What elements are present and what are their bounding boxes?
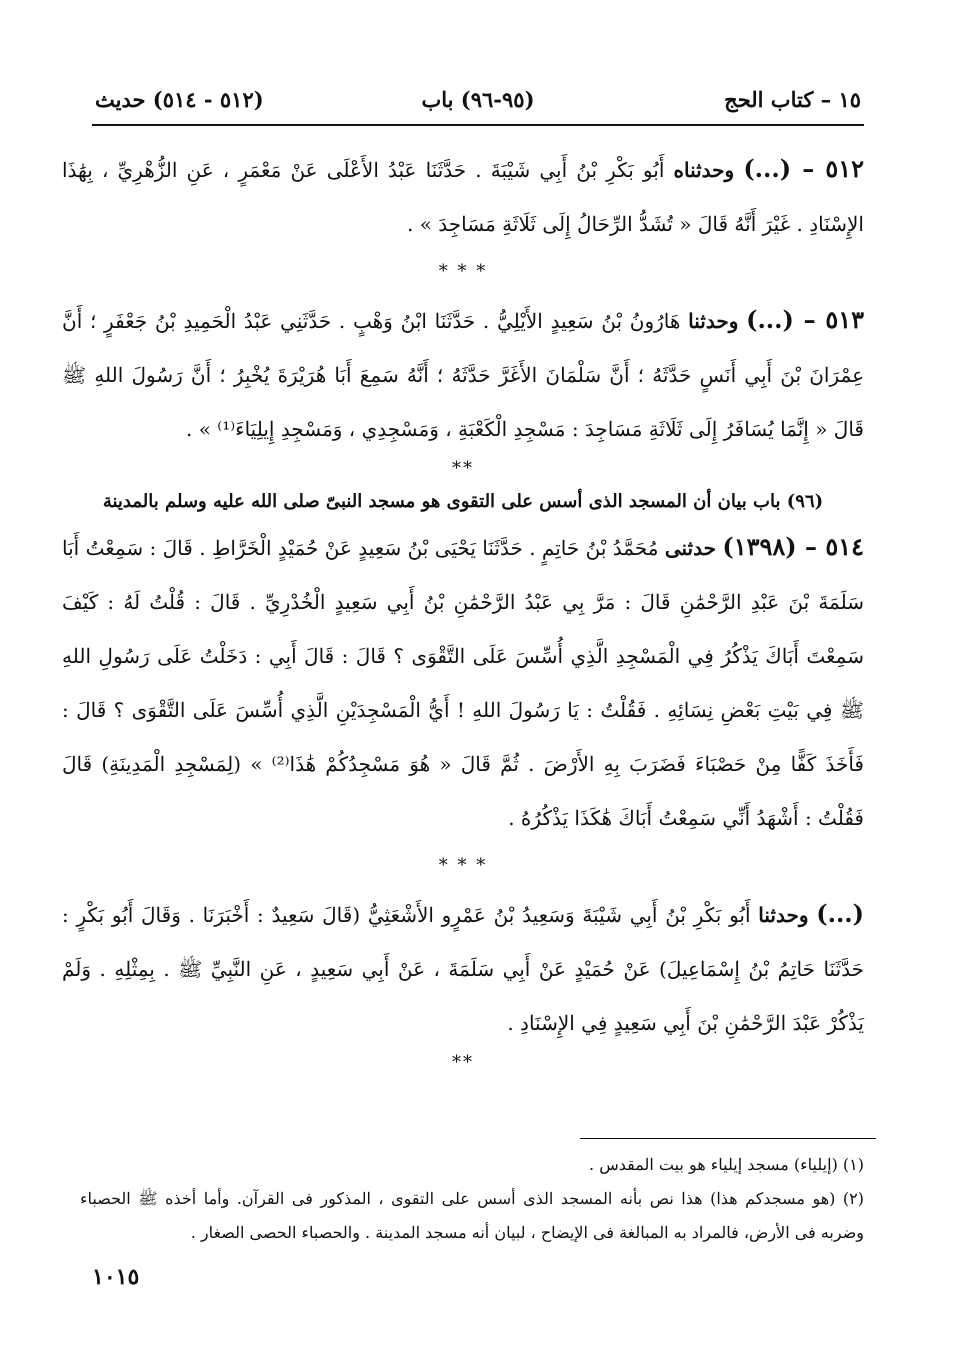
page-number: ١٠١٥ [92,1264,140,1290]
footnote-rule [580,1138,876,1139]
hadith-number: ٥١٣ – (...) [746,305,864,334]
hadith-513 [62,293,864,456]
running-header [95,80,861,118]
separator-stars: ** [452,1052,474,1073]
hadith-512 [62,142,864,251]
footnote-2: (٢) (هو مسجدكم هذا) هذا نص بأنه المسجد الذى أسس على التقوى ، المذكور فى القرآن. وأما أخذه ﷺ الحصباء وضربه فى الأرض، فالمراد به المبالغة فى الإيضاح ، لبيان أنه مسجد المدينة . والحصباء الحصى الصغار . [80,1189,864,1242]
footnotes [80,1148,864,1250]
narration-word: وحدثنا [688,309,739,333]
hadith-514-variant [62,887,864,1050]
main-text [62,142,864,1076]
narration-word: وحدثنا [758,903,809,927]
hadith-number: (...) [816,899,865,928]
hadith-text: هَارُونُ بْنُ سَعِيدٍ الأَيْلِيُّ . حَدَّثَنَا ابْنُ وَهْبٍ . حَدَّثَنِي عَبْدُ الْحَمِيدِ بْنُ جَعْفَرٍ ؛ أَنَّ عِمْرَانَ بْنَ أَبِي أَنَسٍ حَدَّثَهُ ؛ أَنَّ سَلْمَانَ الأَغَرَّ حَدَّثَهُ ؛ أَنَّهُ سَمِعَ أَبَا هُرَيْرَةَ يُخْبِرُ ؛ أَنَّ رَسُولَ اللهِ ﷺ قَالَ « إِنَّمَا يُسَافَرُ إِلَى ثَلَاثَةِ مَسَاجِدَ : مَسْجِدِ الْكَعْبَةِ ، وَمَسْجِدِي ، وَمَسْجِدِ إِيلِيَاءَ⁽¹⁾ » . [62,309,864,441]
separator-stars: * * * [438,261,488,282]
hadith-number: ٥١٤ – (١٣٩٨) [722,532,865,561]
chapter-heading: (٩٦) باب بيان أن المسجد الذى أسس على التقوى هو مسجد النبىّ صلى الله عليه وسلم بالمدينة [102,491,824,512]
hadith-text: مُحَمَّدُ بْنُ حَاتِمٍ . حَدَّثَنَا يَحْيَى بْنُ سَعِيدٍ عَنْ حُمَيْدٍ الْخَرَّاطِ . قَالَ : سَمِعْتُ أَبَا سَلَمَةَ بْنَ عَبْدِ الرَّحْمَٰنِ قَالَ : مَرَّ بِي عَبْدُ الرَّحْمَٰنِ بْنُ أَبِي سَعِيدٍ الْخُدْرِيِّ . قَالَ : قُلْتُ لَهُ : كَيْفَ سَمِعْتَ أَبَاكَ يَذْكُرُ فِي الْمَسْجِدِ الَّذِي أُسِّسَ عَلَى التَّقْوَى ؟ قَالَ : قَالَ أَبِي : دَخَلْتُ عَلَى رَسُولِ اللهِ ﷺ فِي بَيْتِ بَعْضِ نِسَائِهِ . فَقُلْتُ : يَا رَسُولَ اللهِ ! أَيُّ الْمَسْجِدَيْنِ الَّذِي أُسِّسَ عَلَى التَّقْوَى ؟ قَالَ : فَأَخَذَ كَفًّا مِنْ حَصْبَاءَ فَضَرَبَ بِهِ الأَرْضَ . ثُمَّ قَالَ « هُوَ مَسْجِدُكُمْ هَٰذَا⁽²⁾ » (لِمَسْجِدِ الْمَدِينَةِ) قَالَ فَقُلْتُ : أَشْهَدُ أَنِّي سَمِعْتُ أَبَاكَ هَٰكَذَا يَذْكُرُهُ . [62,536,864,830]
footnote-1: (١) (إيلياء) مسجد إيلياء هو بيت المقدس . [589,1155,864,1174]
header-rule [92,124,864,126]
hadith-text: أَبُو بَكْرِ بْنُ أَبِي شَيْبَةَ وَسَعِيدُ بْنُ عَمْرٍو الأَشْعَثِيُّ (قَالَ سَعِيدٌ : أَخْبَرَنَا . وَقَالَ أَبُو بَكْرٍ : حَدَّثَنَا حَاتِمُ بْنُ إِسْمَاعِيلَ) عَنْ حُمَيْدٍ عَنْ أَبِي سَلَمَةَ ، عَنْ أَبِي سَعِيدٍ ، عَنِ النَّبِيِّ ﷺ . بِمِثْلِهِ . وَلَمْ يَذْكُرْ عَبْدَ الرَّحْمَٰنِ بْنَ أَبِي سَعِيدٍ فِي الإِسْنَادِ . [62,903,864,1035]
header-book-title: ١٥ – كتاب الحج [724,86,861,112]
separator-stars: * * * [438,855,488,876]
narration-word: حدثنى [664,536,716,560]
separator-stars: ** [452,458,474,479]
header-hadith-range: (٥١٢ - ٥١٤) حديث [95,86,264,112]
hadith-text: أَبُو بَكْرِ بْنُ أَبِي شَيْبَةَ . حَدَّثَنَا عَبْدُ الأَعْلَى عَنْ مَعْمَرٍ ، عَنِ الزُّهْرِيِّ ، بِهَٰذَا الإِسْنَادِ . غَيْرَ أَنَّهُ قَالَ « تُشَدُّ الرِّحَالُ إِلَى ثَلَاثَةِ مَسَاجِدَ » . [62,158,864,236]
hadith-number: ٥١٢ – (...) [743,154,864,183]
header-chapter: (٩٥-٩٦) باب [421,86,535,112]
narration-word: وحدثناه [673,158,735,182]
hadith-514 [62,520,864,845]
